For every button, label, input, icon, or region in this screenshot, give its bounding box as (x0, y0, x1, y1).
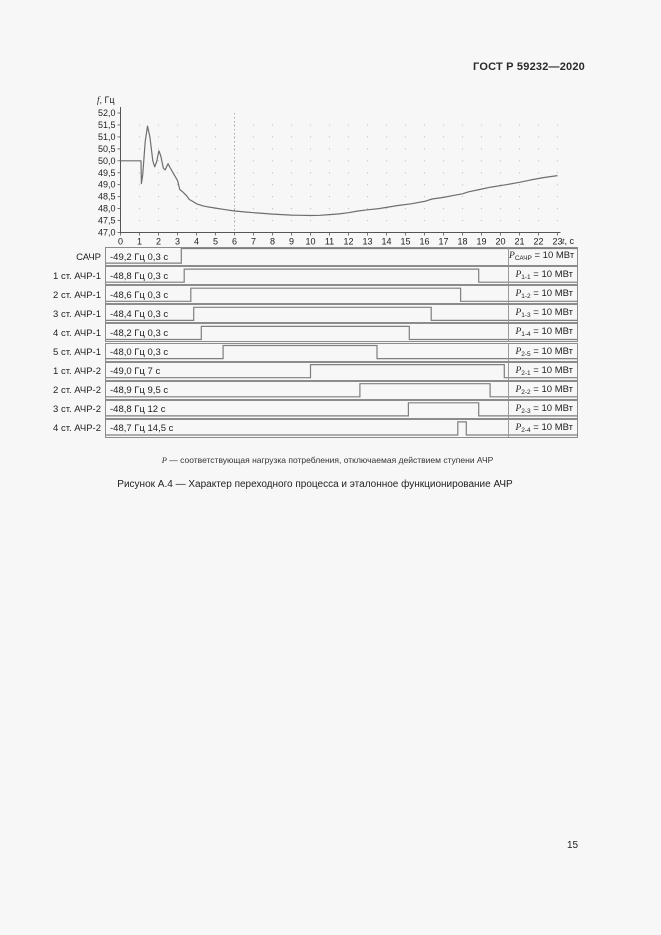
load-symbol: P (515, 270, 522, 281)
standard-number: ГОСТ Р 59232—2020 (473, 61, 585, 73)
x-axis-symbol: t (562, 236, 565, 246)
y-tick-labels (98, 108, 121, 238)
x-tick-labels (118, 233, 563, 247)
y-tick-label: 49,5 (97, 167, 116, 178)
load-value: = 10 МВт (530, 402, 573, 414)
stage-load-label (508, 401, 577, 418)
x-tick-label: 17 (438, 236, 449, 247)
x-tick-label: 4 (193, 236, 200, 247)
load-symbol: P (515, 422, 522, 433)
figure-footnote (0, 455, 655, 465)
x-tick-label: 16 (419, 236, 430, 247)
x-tick-label: 8 (269, 236, 276, 247)
stage-load-label (508, 363, 577, 380)
x-axis-unit: , с (564, 236, 575, 246)
y-tick-label: 51,5 (97, 119, 116, 130)
y-axis-title (97, 95, 115, 105)
stage-row-label: 2 ст. АЧР-1 (53, 289, 101, 301)
load-symbol: P (515, 289, 522, 300)
y-tick-label: 52,0 (97, 108, 116, 118)
load-subscript: 2-1 (521, 369, 531, 377)
x-tick-label: 0 (117, 236, 124, 247)
stage-load-label (508, 344, 577, 361)
load-subscript: 1-2 (521, 293, 531, 301)
stage-setting: -48,2 Гц 0,3 с (110, 327, 169, 339)
stage-setting: -48,4 Гц 0,3 с (110, 308, 169, 320)
stage-load-label (508, 305, 577, 322)
stage-load-label (508, 382, 577, 399)
x-tick-label: 12 (343, 236, 354, 247)
stage-load-label (508, 267, 577, 284)
load-value: = 10 МВт (530, 364, 573, 376)
x-tick-label: 5 (212, 236, 219, 247)
load-symbol: P (515, 403, 522, 414)
stage-row-label: САЧР (76, 251, 101, 263)
x-tick-label: 23 (552, 236, 563, 247)
load-symbol: P (515, 327, 522, 338)
load-subscript: 2-2 (521, 388, 531, 396)
x-tick-label: 7 (250, 236, 257, 247)
load-subscript: 2-3 (521, 407, 531, 415)
stage-load-label (508, 324, 577, 341)
stage-row-label: 4 ст. АЧР-1 (53, 327, 101, 339)
x-tick-label: 15 (400, 236, 411, 247)
y-axis-symbol: f (97, 95, 100, 105)
stage-load-label (508, 420, 577, 437)
x-tick-label: 18 (457, 236, 468, 247)
x-tick-label: 2 (155, 236, 162, 247)
stage-row-label: 4 ст. АЧР-2 (53, 423, 101, 435)
footnote-text: — соответствующая нагрузка потребления, отключаемая действием ступени АЧР (169, 455, 494, 465)
x-tick-label: 20 (495, 236, 506, 247)
x-axis-title (562, 236, 574, 246)
x-tick-label: 13 (362, 236, 373, 247)
load-value: = 10 МВт (530, 383, 573, 395)
figure-caption: Рисунок А.4 — Характер переходного процесса и эталонное функционирование АЧР (117, 479, 513, 490)
stage-row-label: 5 ст. АЧР-1 (53, 347, 101, 358)
x-tick-label: 3 (174, 236, 181, 247)
load-subscript: 1-3 (521, 312, 531, 320)
y-tick-label: 47,5 (97, 215, 116, 226)
stage-setting: -48,9 Гц 9,5 с (110, 385, 169, 397)
stage-row-label: 2 ст. АЧР-2 (53, 385, 101, 397)
footnote-symbol: P (161, 455, 167, 465)
load-subscript: САЧР (514, 255, 532, 262)
stage-row-label: 1 ст. АЧР-2 (53, 366, 101, 378)
y-tick-label: 50,0 (97, 155, 116, 166)
load-symbol: P (515, 384, 522, 395)
stage-row-label: 3 ст. АЧР-1 (53, 308, 101, 320)
frequency-curve (121, 126, 558, 215)
x-tick-label: 21 (514, 236, 525, 247)
x-tick-label: 19 (476, 236, 487, 247)
load-value: = 10 МВт (530, 288, 573, 300)
load-subscript: 2-4 (521, 426, 531, 434)
load-symbol: P (515, 346, 522, 357)
stage-setting: -48,8 Гц 12 с (110, 404, 166, 416)
y-tick-label: 50,5 (97, 143, 116, 154)
x-tick-label: 1 (136, 236, 143, 247)
x-tick-label: 6 (231, 236, 238, 247)
stage-load-label (508, 248, 577, 265)
load-value: = 10 МВт (530, 307, 573, 319)
load-subscript: 1-1 (521, 274, 531, 282)
y-axis-unit: , Гц (99, 95, 115, 105)
page-number: 15 (567, 840, 579, 851)
stage-setting: -49,0 Гц 7 с (110, 366, 161, 378)
load-value: = 10 МВт (530, 345, 573, 357)
x-tick-label: 11 (324, 236, 335, 247)
load-value: = 10 МВт (531, 250, 575, 261)
load-value: = 10 МВт (530, 269, 573, 281)
load-value: = 10 МВт (530, 421, 573, 433)
grid-dots (139, 124, 558, 221)
load-symbol: P (509, 251, 515, 261)
stage-setting: -49,2 Гц 0,3 с (110, 251, 169, 263)
stage-load-label (508, 286, 577, 303)
y-tick-label: 48,5 (97, 191, 116, 202)
y-tick-label: 48,0 (97, 203, 116, 214)
stage-setting: -48,7 Гц 14,5 с (110, 423, 174, 435)
stage-setting: -48,8 Гц 0,3 с (110, 270, 169, 282)
load-subscript: 1-4 (521, 331, 531, 339)
x-tick-label: 22 (533, 236, 544, 247)
x-tick-label: 9 (288, 236, 295, 247)
x-tick-label: 10 (305, 236, 316, 247)
load-symbol: P (515, 308, 522, 319)
stage-row-label: 1 ст. АЧР-1 (53, 270, 101, 282)
load-value: = 10 МВт (530, 326, 573, 338)
stage-setting: -48,0 Гц 0,3 с (110, 347, 169, 358)
load-symbol: P (515, 365, 522, 376)
y-tick-label: 51,0 (97, 131, 116, 142)
x-tick-label: 14 (381, 236, 392, 247)
stage-row-label: 3 ст. АЧР-2 (53, 404, 101, 416)
y-tick-label: 47,0 (97, 227, 116, 238)
load-subscript: 2-5 (521, 350, 531, 358)
stage-setting: -48,6 Гц 0,3 с (110, 289, 169, 301)
y-tick-label: 49,0 (97, 179, 116, 190)
